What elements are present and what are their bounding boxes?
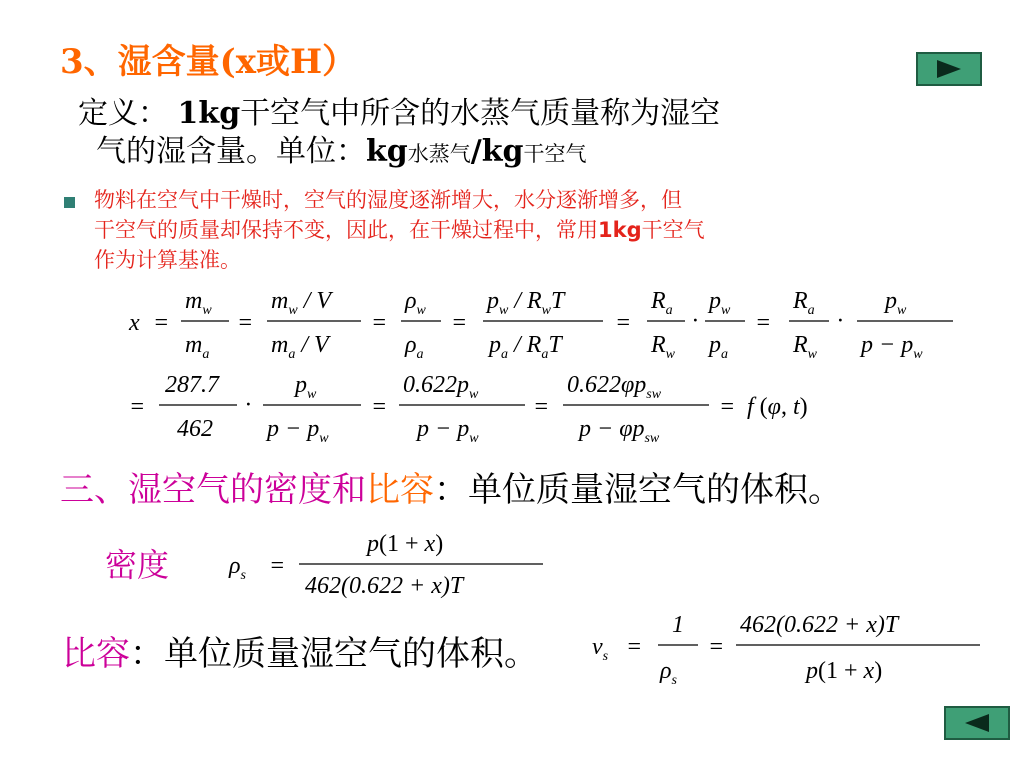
svg-text:=: = (371, 394, 388, 420)
svg-text:287.7: 287.7 (165, 372, 219, 398)
svg-text:Ra: $R_a$ (651, 288, 673, 318)
svg-text:=: = (615, 310, 632, 336)
svg-text:=: = (153, 310, 170, 336)
svg-text:Rw: $R_w$ (793, 332, 818, 362)
svg-text:ρw: $\rho_w$ (405, 288, 426, 318)
unit-per-kg: /kg (470, 134, 524, 169)
svg-text:·: · (245, 392, 251, 418)
square-bullet-icon (64, 197, 75, 208)
section-3-title: 三、湿空气的密度和 (60, 470, 366, 510)
specific-volume-definition: ：单位质量湿空气的体积。 (130, 634, 538, 674)
play-right-icon (935, 59, 963, 79)
svg-text:1: 1 (672, 612, 684, 638)
svg-text:=: = (533, 394, 550, 420)
previous-slide-button[interactable] (944, 706, 1010, 740)
svg-text:=: = (269, 553, 286, 579)
svg-text:pa: $p_a$ (709, 332, 728, 362)
svg-text:462(0.622 + x)T: 462(0.622 + x)T (740, 612, 899, 638)
svg-text:462: 462 (177, 416, 213, 442)
definition-prefix: 定义： (78, 96, 168, 131)
svg-text:f (φ, t): f (φ, t) (747, 394, 808, 420)
play-left-icon (963, 713, 991, 733)
svg-text:ma: $m_a$ (185, 332, 210, 362)
definition-line-1 (78, 95, 720, 133)
bullet-line-2 (94, 215, 938, 245)
svg-text:p − pw: $p - p_w$ (417, 416, 479, 446)
definition-block (78, 95, 720, 173)
svg-text:pw / RwT: $p_w / R_wT$ (487, 288, 565, 318)
bullet-line-2-amount: 1kg (598, 218, 642, 242)
svg-text:=: = (626, 634, 643, 660)
svg-text:=: = (451, 310, 468, 336)
specific-volume-heading (62, 626, 538, 675)
bullet-line-2-dry-air: 干空气 (641, 218, 705, 242)
svg-text:pw: $p_w$ (709, 288, 731, 318)
bullet-line-1: 物料在空气中干燥时，空气的湿度逐渐增大，水分逐渐增多，但 (94, 188, 682, 212)
svg-text:x: x (129, 310, 140, 336)
svg-text:pw: $p_w$ (295, 372, 317, 402)
svg-text:ma / V: $m_a$ / V (271, 332, 329, 362)
bullet-item (58, 185, 938, 275)
humidity-formula-line-1 (125, 280, 965, 373)
svg-text:0.622φpsw: $0.622\varphi p_{sw}$ (567, 372, 662, 402)
bullet-line-2-text: 干空气的质量却保持不变，因此，在干燥过程中，常用 (94, 218, 598, 242)
svg-text:p(1 + x): p(1 + x) (367, 531, 444, 557)
definition-amount: 1kg (177, 96, 241, 131)
section-3-specific-volume: 比容 (366, 470, 434, 510)
bullet-line-3: 作为计算基准。 (94, 248, 241, 272)
humidity-formula-line-2 (125, 364, 865, 457)
unit-dry-air: 干空气 (523, 142, 587, 166)
section-3-heading (60, 462, 842, 511)
svg-text:=: = (719, 394, 736, 420)
density-label: 密度 (105, 546, 170, 584)
svg-text:·: · (692, 308, 698, 334)
unit-water-vapor: 水蒸气 (407, 142, 471, 166)
svg-text:pw: $p_w$ (885, 288, 907, 318)
definition-text-2: 气的湿含量。单位： (96, 134, 366, 169)
svg-text:p − φpsw: $p - \varphi p_{sw}$ (579, 416, 660, 446)
svg-text:Rw: $R_w$ (651, 332, 676, 362)
svg-text:=: = (708, 634, 725, 660)
svg-text:ρa: $\rho_a$ (405, 332, 424, 362)
svg-text:0.622pw: $0.622p_w$ (403, 372, 479, 402)
svg-text:=: = (237, 310, 254, 336)
definition-line-2 (78, 133, 720, 173)
svg-text:mw: $m_w$ (185, 288, 212, 318)
specific-volume-formula (588, 606, 988, 699)
svg-text:Ra: $R_a$ (793, 288, 815, 318)
svg-text:462(0.622 + x)T: 462(0.622 + x)T (305, 573, 464, 599)
svg-text:p − pw: $p - p_w$ (267, 416, 329, 446)
svg-text:ρs: $\rho_s$ (229, 553, 246, 583)
svg-text:p − pw: $p - p_w$ (861, 332, 923, 362)
svg-text:pa / RaT: $p_a / R_aT$ (489, 332, 562, 362)
svg-text:ρs: $\rho_s$ (660, 658, 677, 688)
definition-text-1: 干空气中所含的水蒸气质量称为湿空 (240, 96, 721, 131)
svg-text:vs: $v_s$ (592, 634, 609, 664)
svg-text:·: · (837, 308, 843, 334)
slide-title: 3、湿含量(x或H） (60, 42, 357, 82)
next-slide-button[interactable] (916, 52, 982, 86)
svg-text:mw / V: $m_w$ / V (271, 288, 332, 318)
section-3-definition: ：单位质量湿空气的体积。 (434, 470, 842, 510)
bullet-text (94, 185, 938, 275)
svg-text:p(1 + x): p(1 + x) (806, 658, 883, 684)
svg-text:=: = (129, 394, 146, 420)
svg-text:=: = (755, 310, 772, 336)
specific-volume-label: 比容 (62, 634, 130, 674)
unit-kg: kg (366, 134, 408, 169)
svg-text:=: = (371, 310, 388, 336)
density-formula (225, 525, 565, 612)
